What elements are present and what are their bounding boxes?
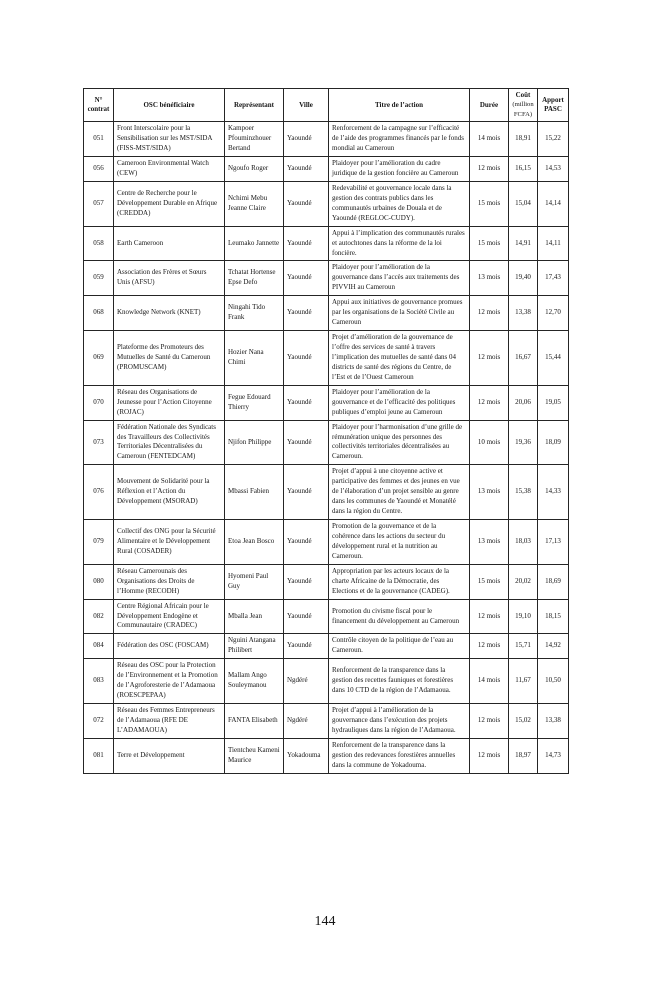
col-header-duree: Durée xyxy=(470,89,509,122)
cell-representant: Mbassi Fabien xyxy=(225,465,284,520)
cell-titre: Projet d’amélioration de la gouvernance de l’offre des services de santé à travers l’implication des mutuelles de santé dans 04 districts de santé des régions du Centre, de l’Est et de l’Ouest Cameroun xyxy=(329,331,470,386)
cell-titre: Plaidoyer pour l’amélioration de la gouvernance et de l’efficacité des politiques publiques d’emploi jeune au Cameroun xyxy=(329,385,470,420)
cell-titre: Plaidoyer pour l’harmonisation d’une grille de rémunération unique des personnes des collectivités territoriales décentralisées au Cameroun. xyxy=(329,420,470,465)
cell-cout: 14,91 xyxy=(509,226,538,261)
cell-cout: 15,71 xyxy=(509,634,538,659)
cell-contrat: 083 xyxy=(84,659,114,704)
cell-representant: Leumako Jannette xyxy=(225,226,284,261)
cell-representant: Hyomeni Paul Guy xyxy=(225,564,284,599)
cell-ville: Yaoundé xyxy=(284,261,329,296)
cell-representant: Tchatat Hortense Epse Defo xyxy=(225,261,284,296)
cell-titre: Promotion du civisme fiscal pour le financement du développement au Cameroun xyxy=(329,599,470,634)
cell-ville: Ngdéré xyxy=(284,704,329,739)
cell-ville: Yaoundé xyxy=(284,157,329,182)
cell-representant: Tientcheu Kameni Maurice xyxy=(225,738,284,773)
cell-apport: 13,38 xyxy=(538,704,569,739)
cell-representant: Fegue Edouard Thierry xyxy=(225,385,284,420)
cell-apport: 14,14 xyxy=(538,181,569,226)
cell-duree: 15 mois xyxy=(470,564,509,599)
cell-titre: Contrôle citoyen de la politique de l’eau au Cameroun. xyxy=(329,634,470,659)
cell-osc: Cameroon Environmental Watch (CEW) xyxy=(114,157,225,182)
cell-titre: Renforcement de la transparence dans la gestion des recettes fauniques et forestières dans 10 CTD de la région de l’Adamaoua. xyxy=(329,659,470,704)
cell-apport: 12,70 xyxy=(538,296,569,331)
table-row xyxy=(84,564,569,599)
cell-titre: Plaidoyer pour l’amélioration du cadre juridique de la gestion foncière au Cameroun xyxy=(329,157,470,182)
cell-ville: Yaoundé xyxy=(284,564,329,599)
cell-cout: 20,06 xyxy=(509,385,538,420)
table-row xyxy=(84,331,569,386)
cell-contrat: 057 xyxy=(84,181,114,226)
table-row xyxy=(84,704,569,739)
cell-osc: Centre Régional Africain pour le Développement Endogène et Communautaire (CRADEC) xyxy=(114,599,225,634)
col-header-cout xyxy=(509,89,538,122)
cell-cout: 15,04 xyxy=(509,181,538,226)
cell-cout: 11,67 xyxy=(509,659,538,704)
cell-cout: 15,38 xyxy=(509,465,538,520)
cell-cout: 19,36 xyxy=(509,420,538,465)
cell-cout: 20,02 xyxy=(509,564,538,599)
col-header-osc: OSC bénéficiaire xyxy=(114,89,225,122)
cell-contrat: 073 xyxy=(84,420,114,465)
cell-titre: Appui aux initiatives de gouvernance promues par les organisations de la Société Civile au Cameroun xyxy=(329,296,470,331)
cell-contrat: 079 xyxy=(84,520,114,565)
cell-apport: 15,22 xyxy=(538,122,569,157)
cell-contrat: 084 xyxy=(84,634,114,659)
table-row xyxy=(84,420,569,465)
cell-representant: Ningahi Tido Frank xyxy=(225,296,284,331)
cell-duree: 12 mois xyxy=(470,704,509,739)
col-header-ville: Ville xyxy=(284,89,329,122)
cell-cout: 16,67 xyxy=(509,331,538,386)
table-body xyxy=(84,122,569,773)
cell-representant: Mballa Jean xyxy=(225,599,284,634)
cell-ville: Yaoundé xyxy=(284,181,329,226)
cell-titre: Renforcement de la campagne sur l’efficacité de l’aide des programmes financés par le fonds mondial au Cameroun xyxy=(329,122,470,157)
cell-osc: Knowledge Network (KNET) xyxy=(114,296,225,331)
table-row xyxy=(84,226,569,261)
cell-duree: 13 mois xyxy=(470,465,509,520)
page-number: 144 xyxy=(314,914,336,929)
cell-contrat: 082 xyxy=(84,599,114,634)
cell-ville: Yaoundé xyxy=(284,420,329,465)
cell-duree: 14 mois xyxy=(470,659,509,704)
cell-ville: Yaoundé xyxy=(284,331,329,386)
cell-contrat: 069 xyxy=(84,331,114,386)
cell-apport: 14,33 xyxy=(538,465,569,520)
cell-titre: Appui à l’implication des communautés rurales et autochtones dans la réforme de la loi foncière. xyxy=(329,226,470,261)
cell-titre: Redevabilité et gouvernance locale dans la gestion des contrats publics dans les communautés urbaines de Douala et de Yaoundé (REGLOC-CUDY). xyxy=(329,181,470,226)
cell-cout: 18,97 xyxy=(509,738,538,773)
cell-ville: Yaoundé xyxy=(284,385,329,420)
cell-apport: 10,50 xyxy=(538,659,569,704)
cell-osc: Réseau des Femmes Entrepreneurs de l’Adamaoua (RFE DE L’ADAMAOUA) xyxy=(114,704,225,739)
table-row xyxy=(84,296,569,331)
cell-duree: 12 mois xyxy=(470,331,509,386)
cell-ville: Yaoundé xyxy=(284,599,329,634)
cell-cout: 16,15 xyxy=(509,157,538,182)
cell-osc: Terre et Développement xyxy=(114,738,225,773)
cell-ville: Yaoundé xyxy=(284,465,329,520)
cell-contrat: 072 xyxy=(84,704,114,739)
table-row xyxy=(84,181,569,226)
table-row xyxy=(84,385,569,420)
cell-apport: 17,13 xyxy=(538,520,569,565)
table-row xyxy=(84,122,569,157)
table-row xyxy=(84,157,569,182)
cell-apport: 14,11 xyxy=(538,226,569,261)
cell-titre: Promotion de la gouvernance et de la cohérence dans les actions du secteur du développement rural et la nutrition au Cameroun. xyxy=(329,520,470,565)
cell-osc: Centre de Recherche pour le Développement Durable en Afrique (CREDDA) xyxy=(114,181,225,226)
cell-representant: Ngoufo Roger xyxy=(225,157,284,182)
cell-osc: Fédération des OSC (FOSCAM) xyxy=(114,634,225,659)
cell-cout: 13,38 xyxy=(509,296,538,331)
cell-ville: Yaoundé xyxy=(284,226,329,261)
cell-cout: 19,40 xyxy=(509,261,538,296)
cell-cout: 19,10 xyxy=(509,599,538,634)
cell-cout: 15,02 xyxy=(509,704,538,739)
cell-representant: Mallam Ango Souleymanou xyxy=(225,659,284,704)
cell-osc: Mouvement de Solidarité pour la Réflexion et l’Action du Développement (MSORAD) xyxy=(114,465,225,520)
cell-duree: 12 mois xyxy=(470,385,509,420)
cell-ville: Yaoundé xyxy=(284,122,329,157)
cell-apport: 18,69 xyxy=(538,564,569,599)
cell-contrat: 081 xyxy=(84,738,114,773)
cell-apport: 17,43 xyxy=(538,261,569,296)
cell-duree: 12 mois xyxy=(470,634,509,659)
cell-representant: FANTA Elisabeth xyxy=(225,704,284,739)
cell-ville: Yaoundé xyxy=(284,296,329,331)
cell-titre: Plaidoyer pour l’amélioration de la gouvernance dans l’accès aux traitements des PIVVIH au Cameroun xyxy=(329,261,470,296)
cell-duree: 12 mois xyxy=(470,599,509,634)
cell-apport: 14,53 xyxy=(538,157,569,182)
cell-representant: Kampoer Pfouminzhouer Bertand xyxy=(225,122,284,157)
cell-osc: Réseau Camerounais des Organisations des Droits de l’Homme (RECODH) xyxy=(114,564,225,599)
contracts-table xyxy=(83,88,569,774)
cell-duree: 10 mois xyxy=(470,420,509,465)
cell-duree: 12 mois xyxy=(470,738,509,773)
cell-contrat: 051 xyxy=(84,122,114,157)
cell-duree: 12 mois xyxy=(470,296,509,331)
table-header-row xyxy=(84,89,569,122)
table-row xyxy=(84,659,569,704)
cell-duree: 14 mois xyxy=(470,122,509,157)
col-header-cout-label: Coût xyxy=(515,91,531,99)
cell-osc: Plateforme des Promoteurs des Mutuelles de Santé du Cameroun (PROMUSCAM) xyxy=(114,331,225,386)
cell-osc: Réseau des OSC pour la Protection de l’Environnement et la Promotion de l’Agroforesterie de l’Adamaoua (ROESCPEPAA) xyxy=(114,659,225,704)
cell-representant: Nchimi Mebu Jeanne Claire xyxy=(225,181,284,226)
cell-duree: 13 mois xyxy=(470,520,509,565)
cell-representant: Nguini Atangana Philibert xyxy=(225,634,284,659)
cell-titre: Projet d’appui à une citoyenne active et participative des femmes et des jeunes en vue de l’élaboration d’un projet sensible au genre dans les communes de Yaoundé et Monatélé dans la région du Centre. xyxy=(329,465,470,520)
table-row xyxy=(84,738,569,773)
cell-cout: 18,03 xyxy=(509,520,538,565)
table-row xyxy=(84,599,569,634)
cell-titre: Projet d’appui à l’amélioration de la gouvernance dans l’exécution des projets hydrauliques dans la région de l’Adamaoua. xyxy=(329,704,470,739)
cell-osc: Front Interscolaire pour la Sensibilisation sur les MST/SIDA (FISS-MST/SIDA) xyxy=(114,122,225,157)
cell-osc: Association des Frères et Sœurs Unis (AFSU) xyxy=(114,261,225,296)
cell-duree: 15 mois xyxy=(470,226,509,261)
cell-apport: 14,73 xyxy=(538,738,569,773)
cell-representant: Etoa Jean Bosco xyxy=(225,520,284,565)
cell-duree: 12 mois xyxy=(470,157,509,182)
cell-cout: 18,91 xyxy=(509,122,538,157)
table-row xyxy=(84,634,569,659)
cell-contrat: 080 xyxy=(84,564,114,599)
col-header-titre: Titre de l’action xyxy=(329,89,470,122)
cell-duree: 13 mois xyxy=(470,261,509,296)
cell-osc: Collectif des ONG pour la Sécurité Alimentaire et le Développement Rural (COSADER) xyxy=(114,520,225,565)
cell-representant: Hozier Nana Chimi xyxy=(225,331,284,386)
cell-apport: 18,15 xyxy=(538,599,569,634)
cell-contrat: 068 xyxy=(84,296,114,331)
col-header-representant: Représentant xyxy=(225,89,284,122)
table-row xyxy=(84,261,569,296)
cell-apport: 14,92 xyxy=(538,634,569,659)
col-header-apport: Apport PASC xyxy=(538,89,569,122)
cell-titre: Renforcement de la transparence dans la gestion des redevances forestières annuelles dans la commune de Yokadouma. xyxy=(329,738,470,773)
cell-ville: Yaoundé xyxy=(284,634,329,659)
table-row xyxy=(84,465,569,520)
table-row xyxy=(84,520,569,565)
cell-duree: 15 mois xyxy=(470,181,509,226)
cell-contrat: 059 xyxy=(84,261,114,296)
cell-osc: Earth Cameroon xyxy=(114,226,225,261)
cell-ville: Yokadouma xyxy=(284,738,329,773)
cell-ville: Ngdéré xyxy=(284,659,329,704)
cell-representant: Njifon Philippe xyxy=(225,420,284,465)
cell-apport: 15,44 xyxy=(538,331,569,386)
cell-titre: Appropriation par les acteurs locaux de la charte Africaine de la Démocratie, des Elections et de la gouvernance (CADEG). xyxy=(329,564,470,599)
cell-apport: 19,05 xyxy=(538,385,569,420)
cell-contrat: 076 xyxy=(84,465,114,520)
cell-apport: 18,09 xyxy=(538,420,569,465)
cell-contrat: 056 xyxy=(84,157,114,182)
cell-contrat: 058 xyxy=(84,226,114,261)
col-header-cout-sublabel: (million FCFA) xyxy=(512,101,534,118)
col-header-contrat: N° contrat xyxy=(84,89,114,122)
cell-contrat: 070 xyxy=(84,385,114,420)
cell-osc: Réseau des Organisations de Jeunesse pour l’Action Citoyenne (ROJAC) xyxy=(114,385,225,420)
cell-osc: Fédération Nationale des Syndicats des Travailleurs des Collectivités Territoriales Décentralisées du Cameroun (FENTEDCAM) xyxy=(114,420,225,465)
cell-ville: Yaoundé xyxy=(284,520,329,565)
